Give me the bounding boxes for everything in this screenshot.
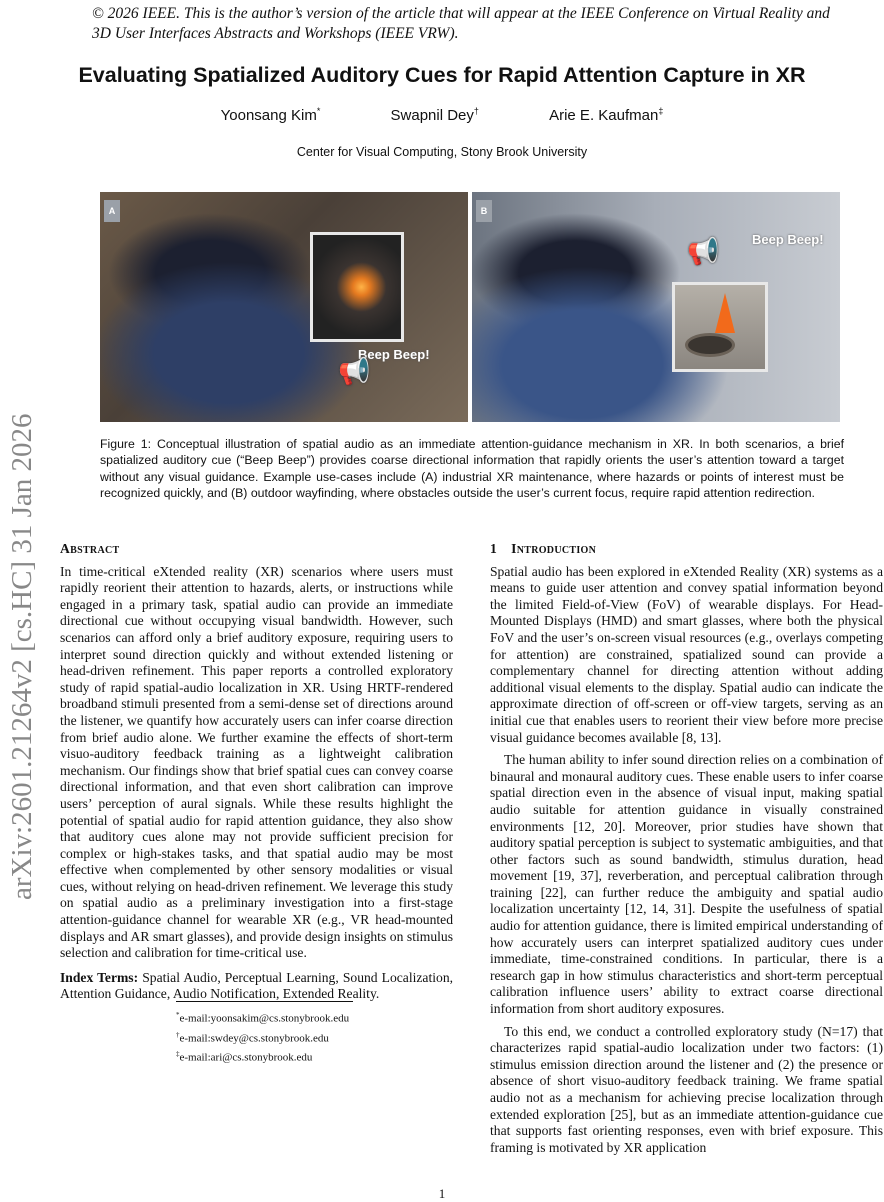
author-list [0,106,884,124]
manhole-icon [685,333,735,357]
panel-b-image [472,192,840,422]
footnote: †e-mail:swdey@cs.stonybrook.edu [176,1030,329,1045]
footnote: ‡e-mail:ari@cs.stonybrook.edu [176,1050,313,1064]
arxiv-identifier: arXiv:2601.21264v2 [cs.HC] 31 Jan 2026 [6,413,38,900]
footnote-rule [176,1001,353,1002]
page-number: 1 [438,1186,446,1201]
copyright-notice: © 2026 IEEE. This is the author’s version of the article that will appear at the IEEE Conference on Virtual Reality and 3D User Interfaces Abstracts and Workshops (IEEE VRW). [92,5,830,42]
right-column [490,541,883,1156]
paragraph: Spatial audio has been explored in eXtended Reality (XR) systems as a means to guide user attention and convey spatial information beyond the limited Field-of-View (FoV) of wearable displays. For Head-Mounted Displays (HMD) and smart glasses, where both the physical FoV and the user’s on-screen visual resources (e.g., overlays competing for attention) are constrained, spatialized sound can provide a complementary channel for directing attention without adding additional visual elements to the display. Spatial audio can indicate the approximate direction of off-screen or off-view targets, serving as an initial cue that enables users to reorient their view before more precise visual guidance becomes available [8, 13]. [490,563,883,745]
abstract-text: In time-critical eXtended reality (XR) scenarios where users must rapidly reorient their attention to hazards, alerts, or instructions while engaged in a primary task, spatial audio can provide an immediate directional cue without occupying visual bandwidth. However, such scenarios can afford only a brief auditory exposure, requiring users to interpret sound direction quickly and without extended listening or head-driven refinement. This paper reports a controlled exploratory study of rapid spatial-audio localization in XR. Using HRTF-rendered broadband stimuli presented from a semi-dense set of directions around the listener, we quantify how accurately users can infer coarse direction from brief audio alone. We further examine the effects of short-term visuo-auditory feedback training as a lightweight calibration mechanism. Our findings show that brief spatial cues can convey coarse directional information, and that even short calibration can improve users’ perception of aural signals. While these results highlight the potential of spatial audio for rapid attention guidance, they also show that auditory cues alone may not provide sufficient precision for complex or high-stakes tasks, and that spatial audio may be most effective when complemented by other sensory modalities or visual cues, without relying on head-driven refinement. We leverage this study on spatial audio as a preliminary investigation into a first-stage attention-guidance channel for wearable XR (e.g., VR head-mounted displays and AR smart glasses), and provide design insights on stimulus selection and calibration for time-critical use. [60,563,453,961]
index-terms: Index Terms: Spatial Audio, Perceptual Learning, Sound Localization, Attention Guidance, Audio Notification, Extended Reality. [60,969,454,1002]
figure-1 [100,192,840,422]
author: Yoonsang Kim* [220,106,321,124]
figure-caption: Figure 1: Conceptual illustration of spatial audio as an immediate attention-guidance mechanism in XR. In both scenarios, a brief spatialized auditory cue (“Beep Beep”) provides coarse directional information that rapidly orients the user’s attention toward a target without any visual guidance. Example use-cases include (A) industrial XR maintenance, where hazards or points of interest must be recognized quickly, and (B) outdoor wayfinding, where obstacles outside the user’s current focus, require rapid attention redirection. [100,437,844,500]
author: Swapnil Dey† [390,106,479,124]
sparks-hazard-inset [310,232,404,342]
paragraph: To this end, we conduct a controlled exploratory study (N=17) that characterizes rapid spatial-audio localization under two factors: (1) stimulus emission direction around the listener and (2) the presence or absence of short visuo-auditory feedback training. We frame spatial audio not as a mechanism for achieving precise localization through extended exploration [25], but as an immediate attention-guidance cue that supports fast orienting responses, even with brief exposure. This framing is motivated by XR application [490,1023,883,1155]
author: Arie E. Kaufman‡ [549,106,664,124]
paragraph: The human ability to infer sound direction relies on a combination of binaural and monaural auditory cues. These enable users to infer coarse spatial direction even in the absence of visual input, making spatial audio suitable for attention guidance in visually constrained environments [12, 20]. Moreover, prior studies have shown that auditory spatial perception is subject to systematic ambiguities, and that other factors such as sound bandwidth, stimulus duration, head movement [19, 37], reverberation, and perceptual calibration through training [22], can further reduce the ambiguity and spatial audio localization uncertainty [12, 14, 31]. Despite the usefulness of spatial audio for attention guidance, there is limited empirical understanding of how accurately users can interpret spatialized auditory cues under immediate, time-constrained conditions. In particular, there is a research gap in how stimulus characteristics and short-term perceptual calibration influence users’ ability to extract coarse directional information from short auditory exposures. [490,752,883,1017]
speaker-icon: 📢 [338,357,371,386]
left-column [60,541,453,1003]
panel-a-image [100,192,468,422]
footnote: *e-mail:yoonsakim@cs.stonybrook.edu [176,1011,350,1025]
beep-label: Beep Beep! [752,232,824,247]
speaker-icon: 📢 [687,237,720,266]
paper-title: Evaluating Spatialized Auditory Cues for Rapid Attention Capture in XR [78,63,806,87]
manhole-hazard-inset [672,282,768,372]
section-heading: 1 Introduction [490,541,597,556]
panel-label: B [476,200,492,222]
beep-label: Beep Beep! [358,347,430,362]
affiliation: Center for Visual Computing, Stony Brook University [296,145,588,159]
traffic-cone-icon [715,293,735,333]
panel-label: A [104,200,120,222]
footnotes [176,1007,349,1066]
abstract-heading: Abstract [60,541,120,556]
